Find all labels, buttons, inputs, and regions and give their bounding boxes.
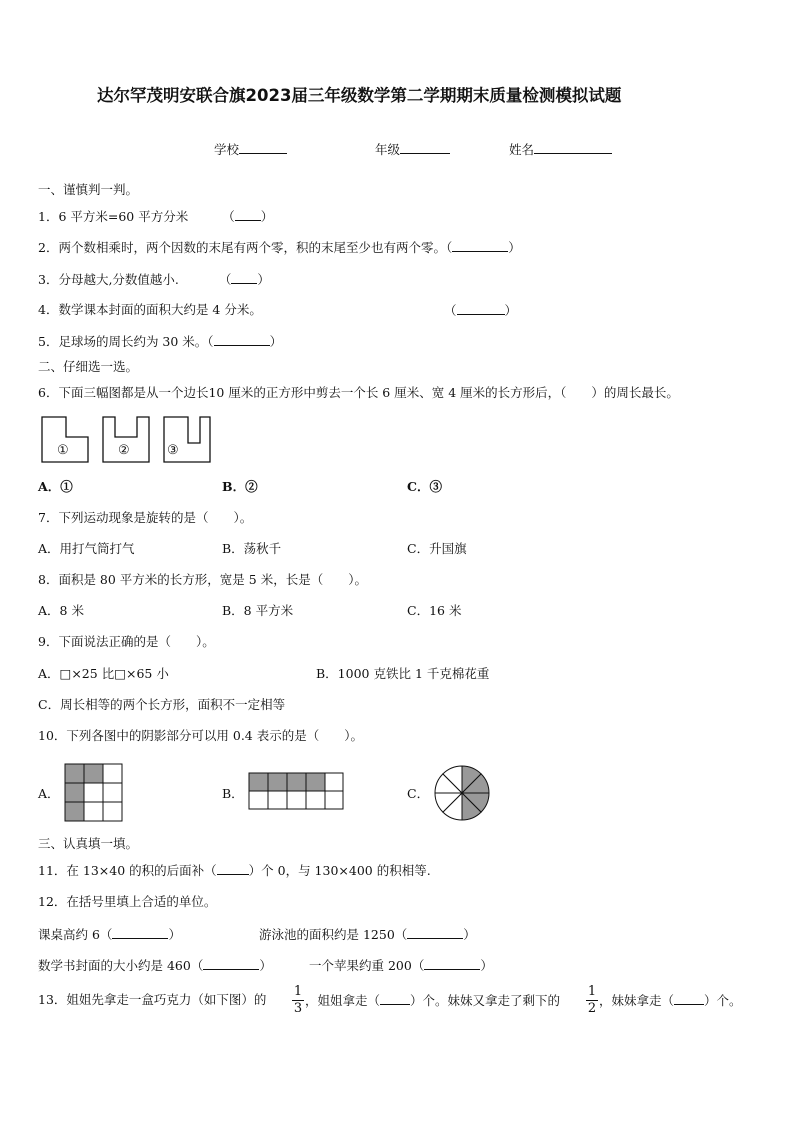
section-heading-3: 三、认真填一填。 xyxy=(38,836,139,851)
answer-blank[interactable] xyxy=(407,926,463,939)
figure-1-label: ① xyxy=(57,443,69,458)
name-field[interactable]: 姓名 xyxy=(509,141,612,158)
q10-figure-c-circle xyxy=(434,765,492,823)
answer-blank[interactable] xyxy=(214,333,270,346)
answer-blank[interactable] xyxy=(452,239,508,252)
q7-option-c[interactable]: C．升国旗 xyxy=(407,541,467,556)
question-4-answer: （ ） xyxy=(444,303,518,318)
question-11: 11．在 13×40 的积的后面补（ ）个 0，与 130×400 的积相等. xyxy=(38,863,431,878)
q6-option-c[interactable]: C．③ xyxy=(407,479,442,494)
q10-option-a[interactable]: A． xyxy=(38,786,60,801)
school-field[interactable]: 学校 xyxy=(214,141,287,158)
q8-option-c[interactable]: C．16 米 xyxy=(407,603,462,618)
section-heading-1: 一、谨慎判一判。 xyxy=(38,182,139,197)
figure-3-label: ③ xyxy=(167,443,179,458)
q12-item-3: 数学书封面的大小约是 460（ ） xyxy=(38,958,272,973)
q7-option-a[interactable]: A．用打气筒打气 xyxy=(38,541,135,556)
fraction-one-third: 1 3 xyxy=(293,984,303,1016)
question-5: 5．足球场的周长约为 30 米。（ ） xyxy=(38,334,283,349)
q6-option-b[interactable]: B．② xyxy=(222,479,258,494)
question-13-part-c: ，妹妹拿走（ ）个。 xyxy=(599,993,742,1008)
question-2: 2．两个数相乘时，两个因数的末尾有两个零，积的末尾至少也有两个零。（ ） xyxy=(38,240,521,255)
question-10: 10．下列各图中的阴影部分可以用 0.4 表示的是（ ）。 xyxy=(38,728,363,743)
q10-figure-b-strip xyxy=(248,772,344,812)
q8-option-a[interactable]: A．8 米 xyxy=(38,603,84,618)
q12-item-2: 游泳池的面积约是 1250（ ） xyxy=(259,927,476,942)
question-4: 4．数学课本封面的面积大约是 4 分米。 xyxy=(38,302,262,317)
answer-blank[interactable] xyxy=(457,302,505,315)
question-3: 3．分母越大,分数值越小. （ ） xyxy=(38,272,270,287)
answer-blank[interactable] xyxy=(112,926,168,939)
q12-item-4: 一个苹果约重 200（ ） xyxy=(309,958,493,973)
section-heading-2: 二、仔细选一选。 xyxy=(38,359,139,374)
question-13-part-b: ，姐姐拿走（ ）个。妹妹又拿走了剩下的 xyxy=(305,993,561,1008)
answer-blank[interactable] xyxy=(203,957,259,970)
answer-blank[interactable] xyxy=(380,992,410,1005)
question-8: 8．面积是 80 平方米的长方形，宽是 5 米，长是（ ）。 xyxy=(38,572,367,587)
answer-blank[interactable] xyxy=(231,271,257,284)
fraction-one-half: 1 2 xyxy=(587,984,597,1016)
question-12: 12．在括号里填上合适的单位。 xyxy=(38,894,217,909)
answer-blank[interactable] xyxy=(674,992,704,1005)
answer-blank[interactable] xyxy=(424,957,480,970)
figure-2-label: ② xyxy=(118,443,130,458)
question-13-part-a: 13．姐姐先拿走一盒巧克力（如下图）的 xyxy=(38,992,267,1007)
q12-item-1: 课桌高约 6（ ） xyxy=(38,927,181,942)
q7-option-b[interactable]: B．荡秋千 xyxy=(222,541,282,556)
q9-option-a[interactable]: A．□×25 比□×65 小 xyxy=(38,666,169,681)
q8-option-b[interactable]: B．8 平方米 xyxy=(222,603,294,618)
question-6: 6．下面三幅图都是从一个边长10 厘米的正方形中剪去一个长 6 厘米、宽 4 厘米的长方形后，（ ）的周长最长。 xyxy=(38,385,679,400)
page-title: 达尔罕茂明安联合旗2023届三年级数学第二学期期末质量检测模拟试题 xyxy=(97,86,622,105)
question-7: 7．下列运动现象是旋转的是（ ）。 xyxy=(38,510,253,525)
grade-field[interactable]: 年级 xyxy=(375,141,450,158)
q10-option-c[interactable]: C． xyxy=(407,786,430,801)
question-1: 1．6 平方米=60 平方分米 （ ） xyxy=(38,209,274,224)
q9-option-b[interactable]: B．1000 克铁比 1 千克棉花重 xyxy=(316,666,490,681)
q6-option-a[interactable]: A．① xyxy=(38,479,73,494)
q10-option-b[interactable]: B． xyxy=(222,786,244,801)
q9-option-c[interactable]: C．周长相等的两个长方形，面积不一定相等 xyxy=(38,697,286,712)
q10-figure-a-grid xyxy=(64,763,124,823)
answer-blank[interactable] xyxy=(217,862,249,875)
question-9: 9．下面说法正确的是（ ）。 xyxy=(38,634,215,649)
answer-blank[interactable] xyxy=(235,208,261,221)
